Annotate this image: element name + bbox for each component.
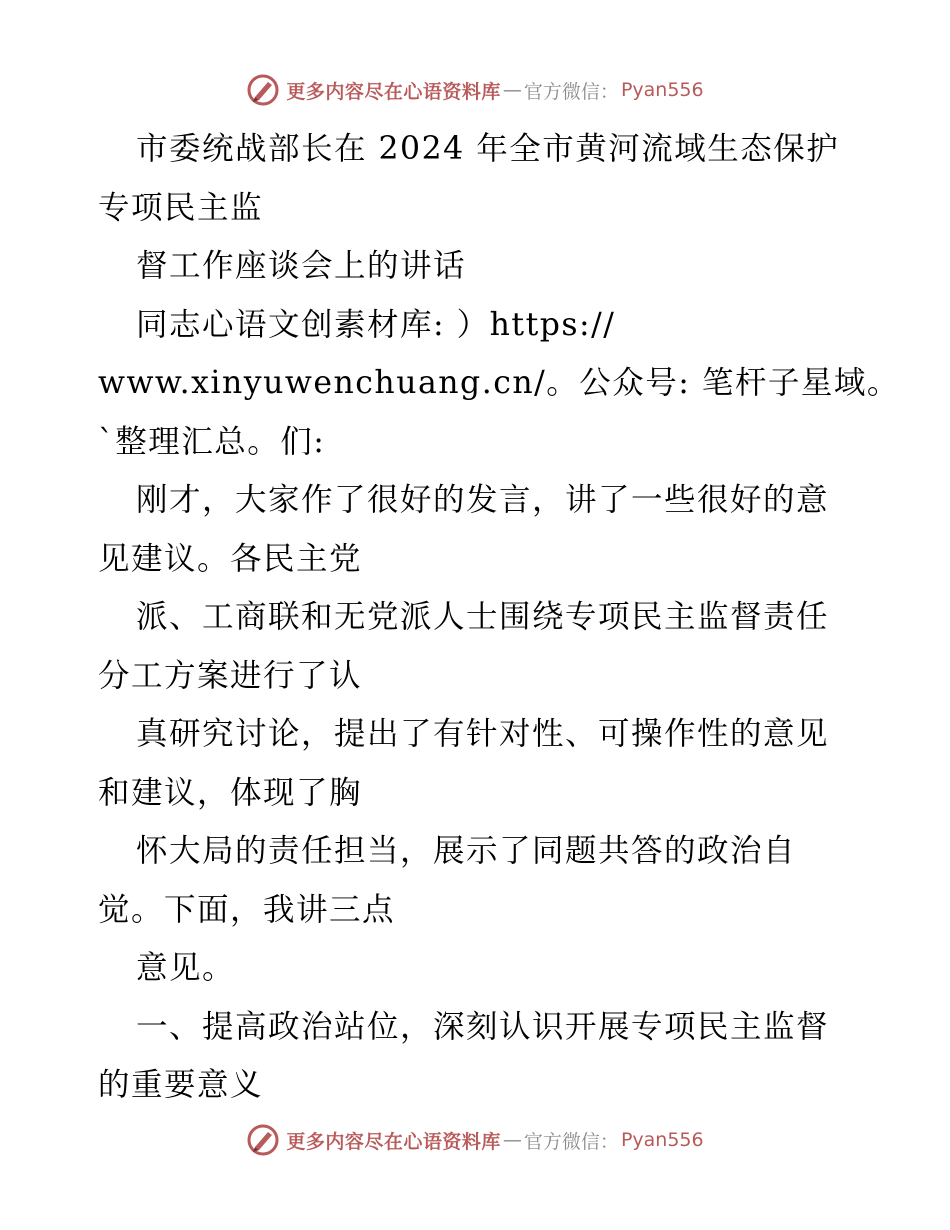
text-line: 怀大局的责任担当，展示了同题共答的政治自: [136, 833, 797, 869]
pen-seal-logo-icon: [246, 73, 280, 107]
text-line: `整理汇总。们:: [98, 423, 326, 460]
text-line: 觉。下面，我讲三点: [98, 891, 396, 928]
document-body: [98, 120, 900, 1115]
text-line: 市委统战部长在 2024 年全市黄河流域生态保护: [136, 131, 840, 167]
text-line: 专项民主监: [98, 189, 264, 226]
text-line: 派、工商联和无党派人士围绕专项民主监督责任: [136, 599, 830, 635]
text-line: 的重要意义: [98, 1067, 264, 1103]
text-line: 分工方案进行了认: [98, 657, 363, 694]
text-line: 刚才，大家作了很好的发言，讲了一些很好的意: [136, 482, 830, 518]
pen-seal-logo-icon: [246, 1123, 280, 1157]
text-line: 真研究讨论，提出了有针对性、可操作性的意见: [136, 716, 830, 752]
site-name: 更多内容尽在心语资料库: [286, 80, 501, 103]
header-banner: [0, 70, 950, 110]
wechat-account: Pyan556: [620, 1129, 704, 1151]
text-line: 意见。: [136, 950, 236, 986]
wechat-account: Pyan556: [620, 79, 704, 101]
text-line: 督工作座谈会上的讲话: [136, 248, 467, 284]
text-line: 一、提高政治站位，深刻认识开展专项民主监督: [136, 1008, 830, 1045]
wechat-label: 官方微信：: [523, 80, 619, 103]
banner-separator: —: [502, 1129, 522, 1151]
text-line: www.xinyuwenchuang.cn/。公众号: 笔杆子星域。: [98, 365, 900, 401]
wechat-label: 官方微信：: [523, 1130, 619, 1153]
text-line: 见建议。各民主党: [98, 540, 363, 577]
site-name: 更多内容尽在心语资料库: [286, 1130, 501, 1153]
footer-banner: [0, 1120, 950, 1160]
text-line: 同志心语文创素材库: ）https://: [136, 306, 616, 343]
text-line: 和建议，体现了胸: [98, 774, 363, 811]
banner-separator: —: [502, 79, 522, 101]
